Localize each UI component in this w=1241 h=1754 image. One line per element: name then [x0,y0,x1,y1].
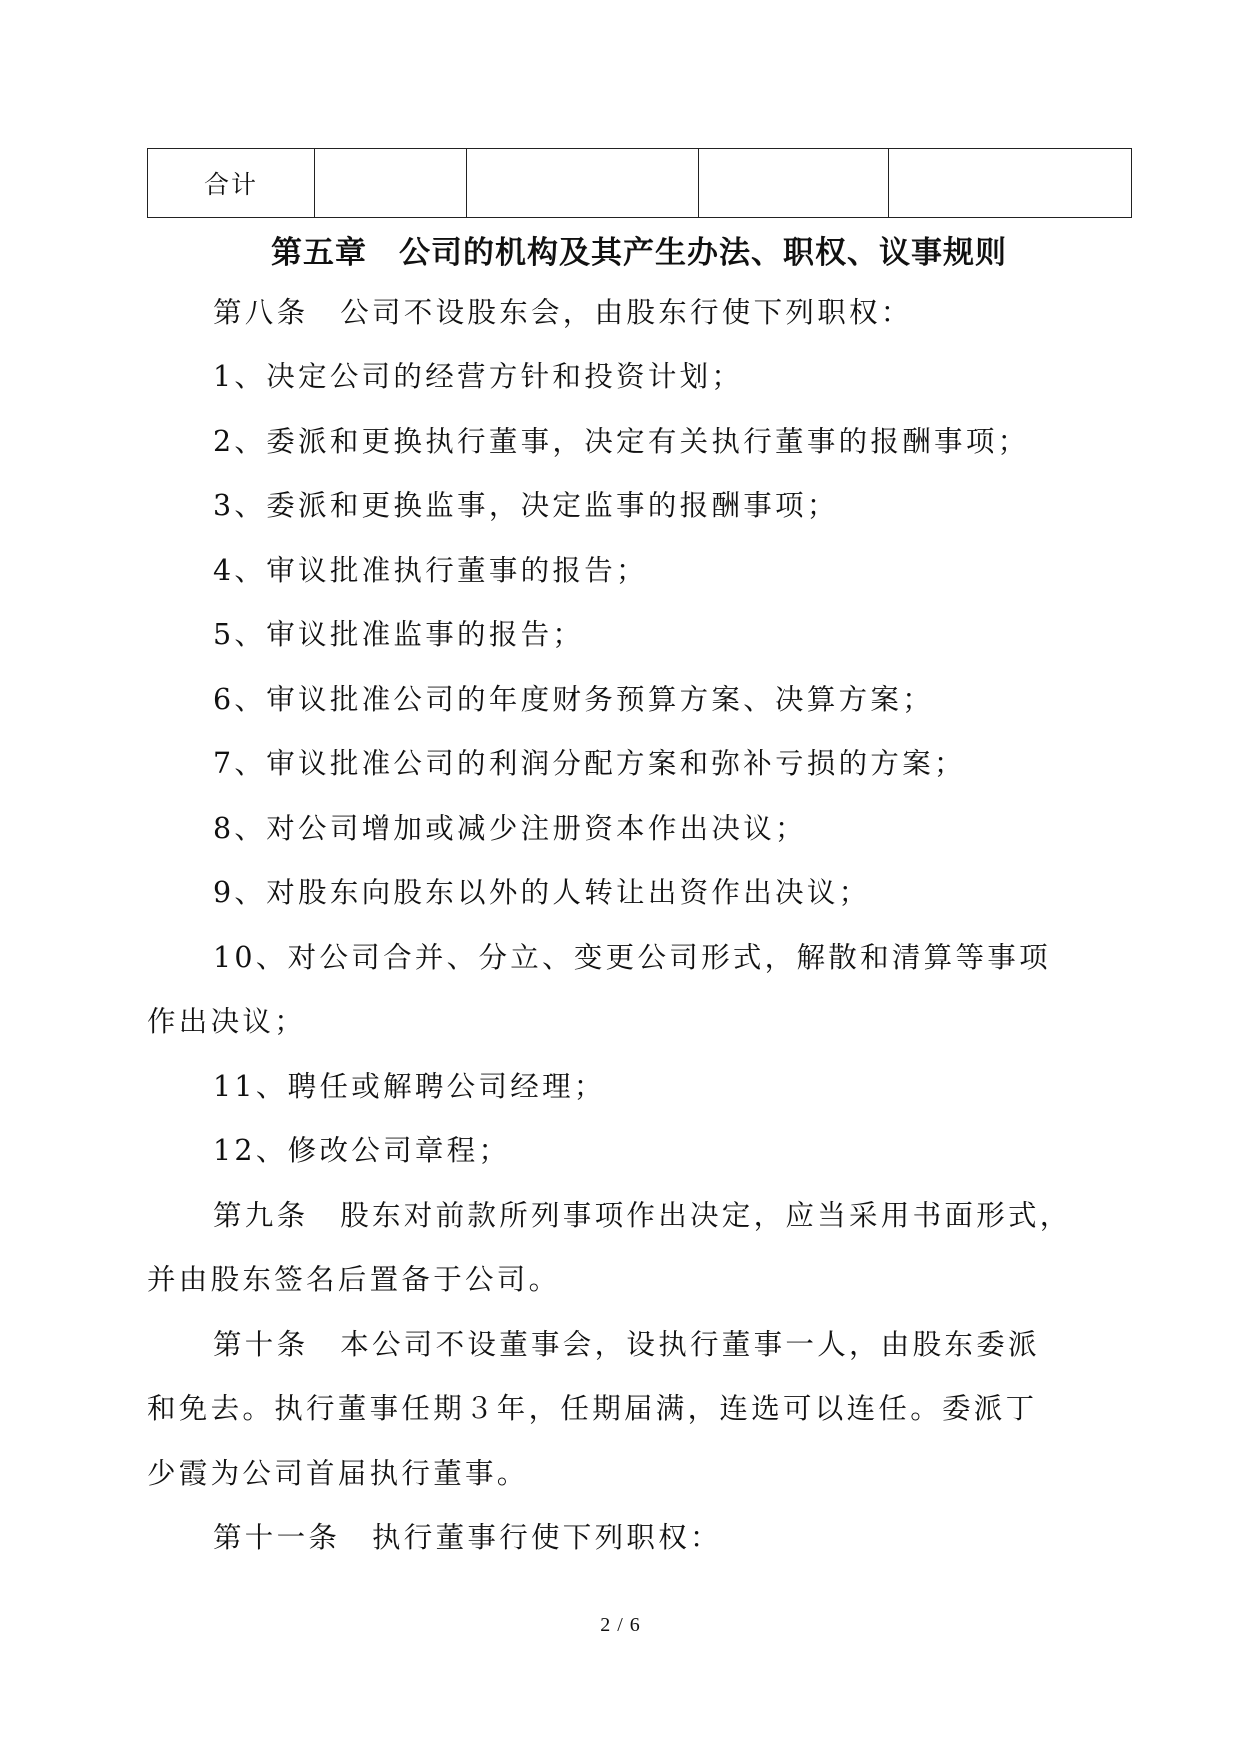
table-cell [467,149,699,218]
article-9-line: 并由股东签名后置备于公司。 [147,1263,561,1296]
chapter-heading: 第五章 公司的机构及其产生办法、职权、议事规则 [271,235,1007,271]
list-item: 12、修改公司章程； [213,1134,511,1167]
list-item: 2、委派和更换执行董事，决定有关执行董事的报酬事项； [213,425,1030,458]
article-10-line: 少霞为公司首届执行董事。 [147,1457,529,1490]
article-10-line: 和免去。执行董事任期３年，任期届满，连选可以连任。委派丁 [147,1392,1038,1425]
article-9-line: 第九条 股东对前款所列事项作出决定，应当采用书面形式， [213,1199,1072,1232]
list-item: 11、聘任或解聘公司经理； [213,1070,606,1103]
list-item: 8、对公司增加或减少注册资本作出决议； [213,812,807,845]
list-item: 4、审议批准执行董事的报告； [213,554,648,587]
article-8-heading: 第八条 公司不设股东会，由股东行使下列职权： [213,296,913,329]
list-item: 9、对股东向股东以外的人转让出资作出决议； [213,876,871,909]
table-cell [699,149,889,218]
list-item: 10、对公司合并、分立、变更公司形式，解散和清算等事项 [213,941,1051,974]
list-item: 5、审议批准监事的报告； [213,618,585,651]
capital-contribution-table [147,148,1132,218]
list-item: 6、审议批准公司的年度财务预算方案、决算方案； [213,683,935,716]
table-cell [889,149,1132,218]
list-item: 1、决定公司的经营方针和投资计划； [213,360,744,393]
article-11-heading: 第十一条 执行董事行使下列职权： [213,1521,722,1554]
list-item-continuation: 作出决议； [147,1005,307,1038]
list-item: 3、委派和更换监事，决定监事的报酬事项； [213,489,839,522]
table-cell [315,149,467,218]
list-item: 7、审议批准公司的利润分配方案和弥补亏损的方案； [213,747,966,780]
total-label-cell: 合计 [148,149,315,218]
article-10-line: 第十条 本公司不设董事会，设执行董事一人，由股东委派 [213,1328,1040,1361]
page-number: 2 / 6 [600,1614,641,1636]
table-row-total [148,149,1132,218]
